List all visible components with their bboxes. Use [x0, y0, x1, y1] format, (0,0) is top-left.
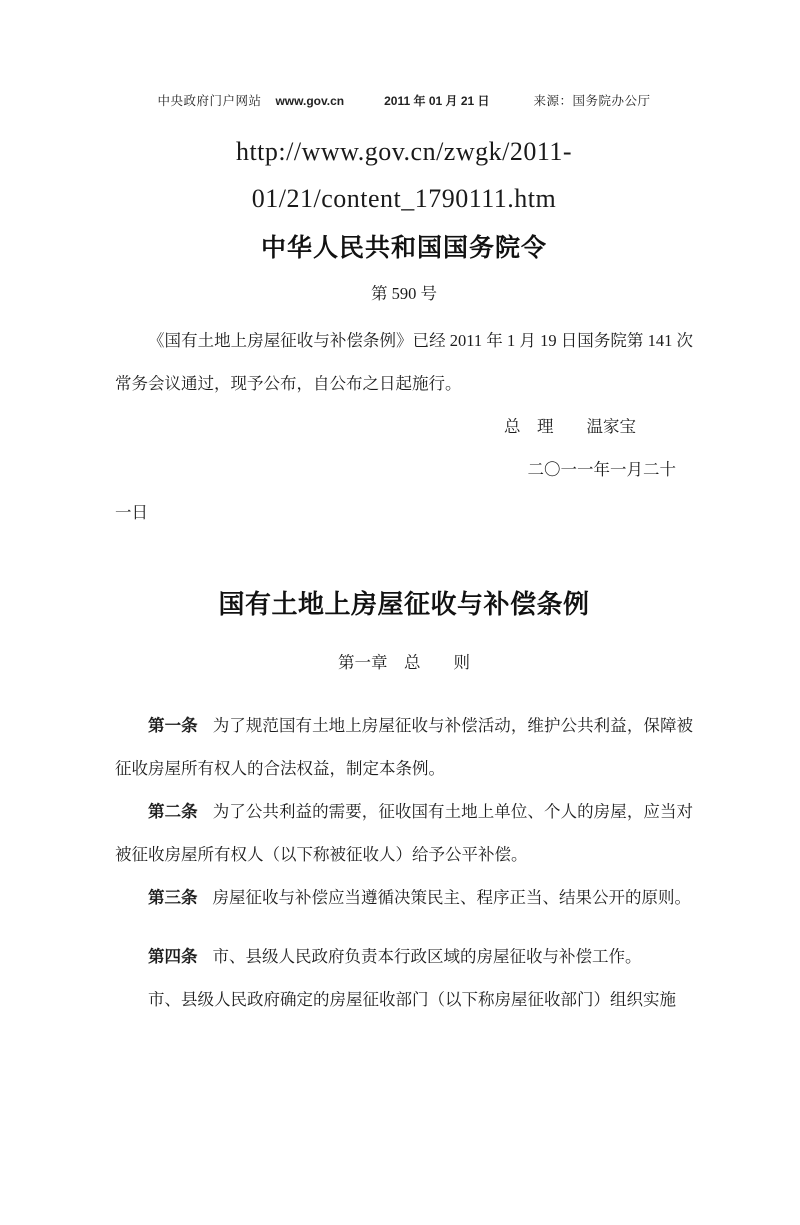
promulgation-paragraph: 《国有土地上房屋征收与补偿条例》已经 2011 年 1 月 19 日国务院第 141 次常务会议通过，现予公布，自公布之日起施行。: [115, 331, 693, 393]
article-text-4: 市、县级人民政府负责本行政区域的房屋征收与补偿工作。: [212, 947, 642, 966]
article-text-2: 为了公共利益的需要，征收国有土地上单位、个人的房屋，应当对被征收房屋所有权人（以下称被征收人）给予公平补偿。: [115, 802, 694, 864]
premier-signature: 总 理 温家宝: [504, 417, 636, 436]
chapter-heading: 第一章 总 则: [338, 653, 470, 672]
site-url: www.gov.cn: [275, 94, 345, 108]
decree-date-line1: 二〇一一年一月二十: [527, 460, 676, 479]
document-url-line2: 01/21/content_1790111.htm: [251, 184, 557, 213]
header-meta-line: [115, 93, 693, 110]
decree-date-line2: 一日: [115, 503, 148, 522]
site-name: 中央政府门户网站: [157, 94, 262, 108]
continuation-paragraph: 市、县级人民政府确定的房屋征收部门（以下称房屋征收部门）组织实施: [148, 990, 676, 1009]
source-label: 来源：国务院办公厅: [533, 94, 651, 108]
decree-number: 第 590 号: [371, 284, 437, 303]
document-url: [115, 128, 693, 222]
decree-title: 中华人民共和国国务院令: [260, 235, 547, 262]
article-label-3: 第三条: [148, 888, 198, 907]
document-page: [0, 93, 800, 1225]
publish-date: 2011 年 01 月 21 日: [384, 94, 490, 108]
article-label-4: 第四条: [148, 947, 198, 966]
article-paragraph-3: [115, 876, 693, 919]
article-paragraph-4: [115, 935, 693, 978]
article-text-3: 房屋征收与补偿应当遵循决策民主、程序正当、结果公开的原则。: [212, 888, 691, 907]
document-url-line1: http://www.gov.cn/zwgk/2011-: [235, 137, 573, 166]
article-paragraph-2: [115, 790, 693, 876]
article-label-2: 第二条: [148, 802, 198, 821]
article-paragraph-1: [115, 704, 693, 790]
article-text-1: 为了规范国有土地上房屋征收与补偿活动，维护公共利益，保障被征收房屋所有权人的合法权益，制定本条例。: [115, 716, 694, 778]
article-label-1: 第一条: [148, 716, 198, 735]
articles-section: [115, 704, 693, 1021]
law-title: 国有土地上房屋征收与补偿条例: [218, 590, 590, 619]
